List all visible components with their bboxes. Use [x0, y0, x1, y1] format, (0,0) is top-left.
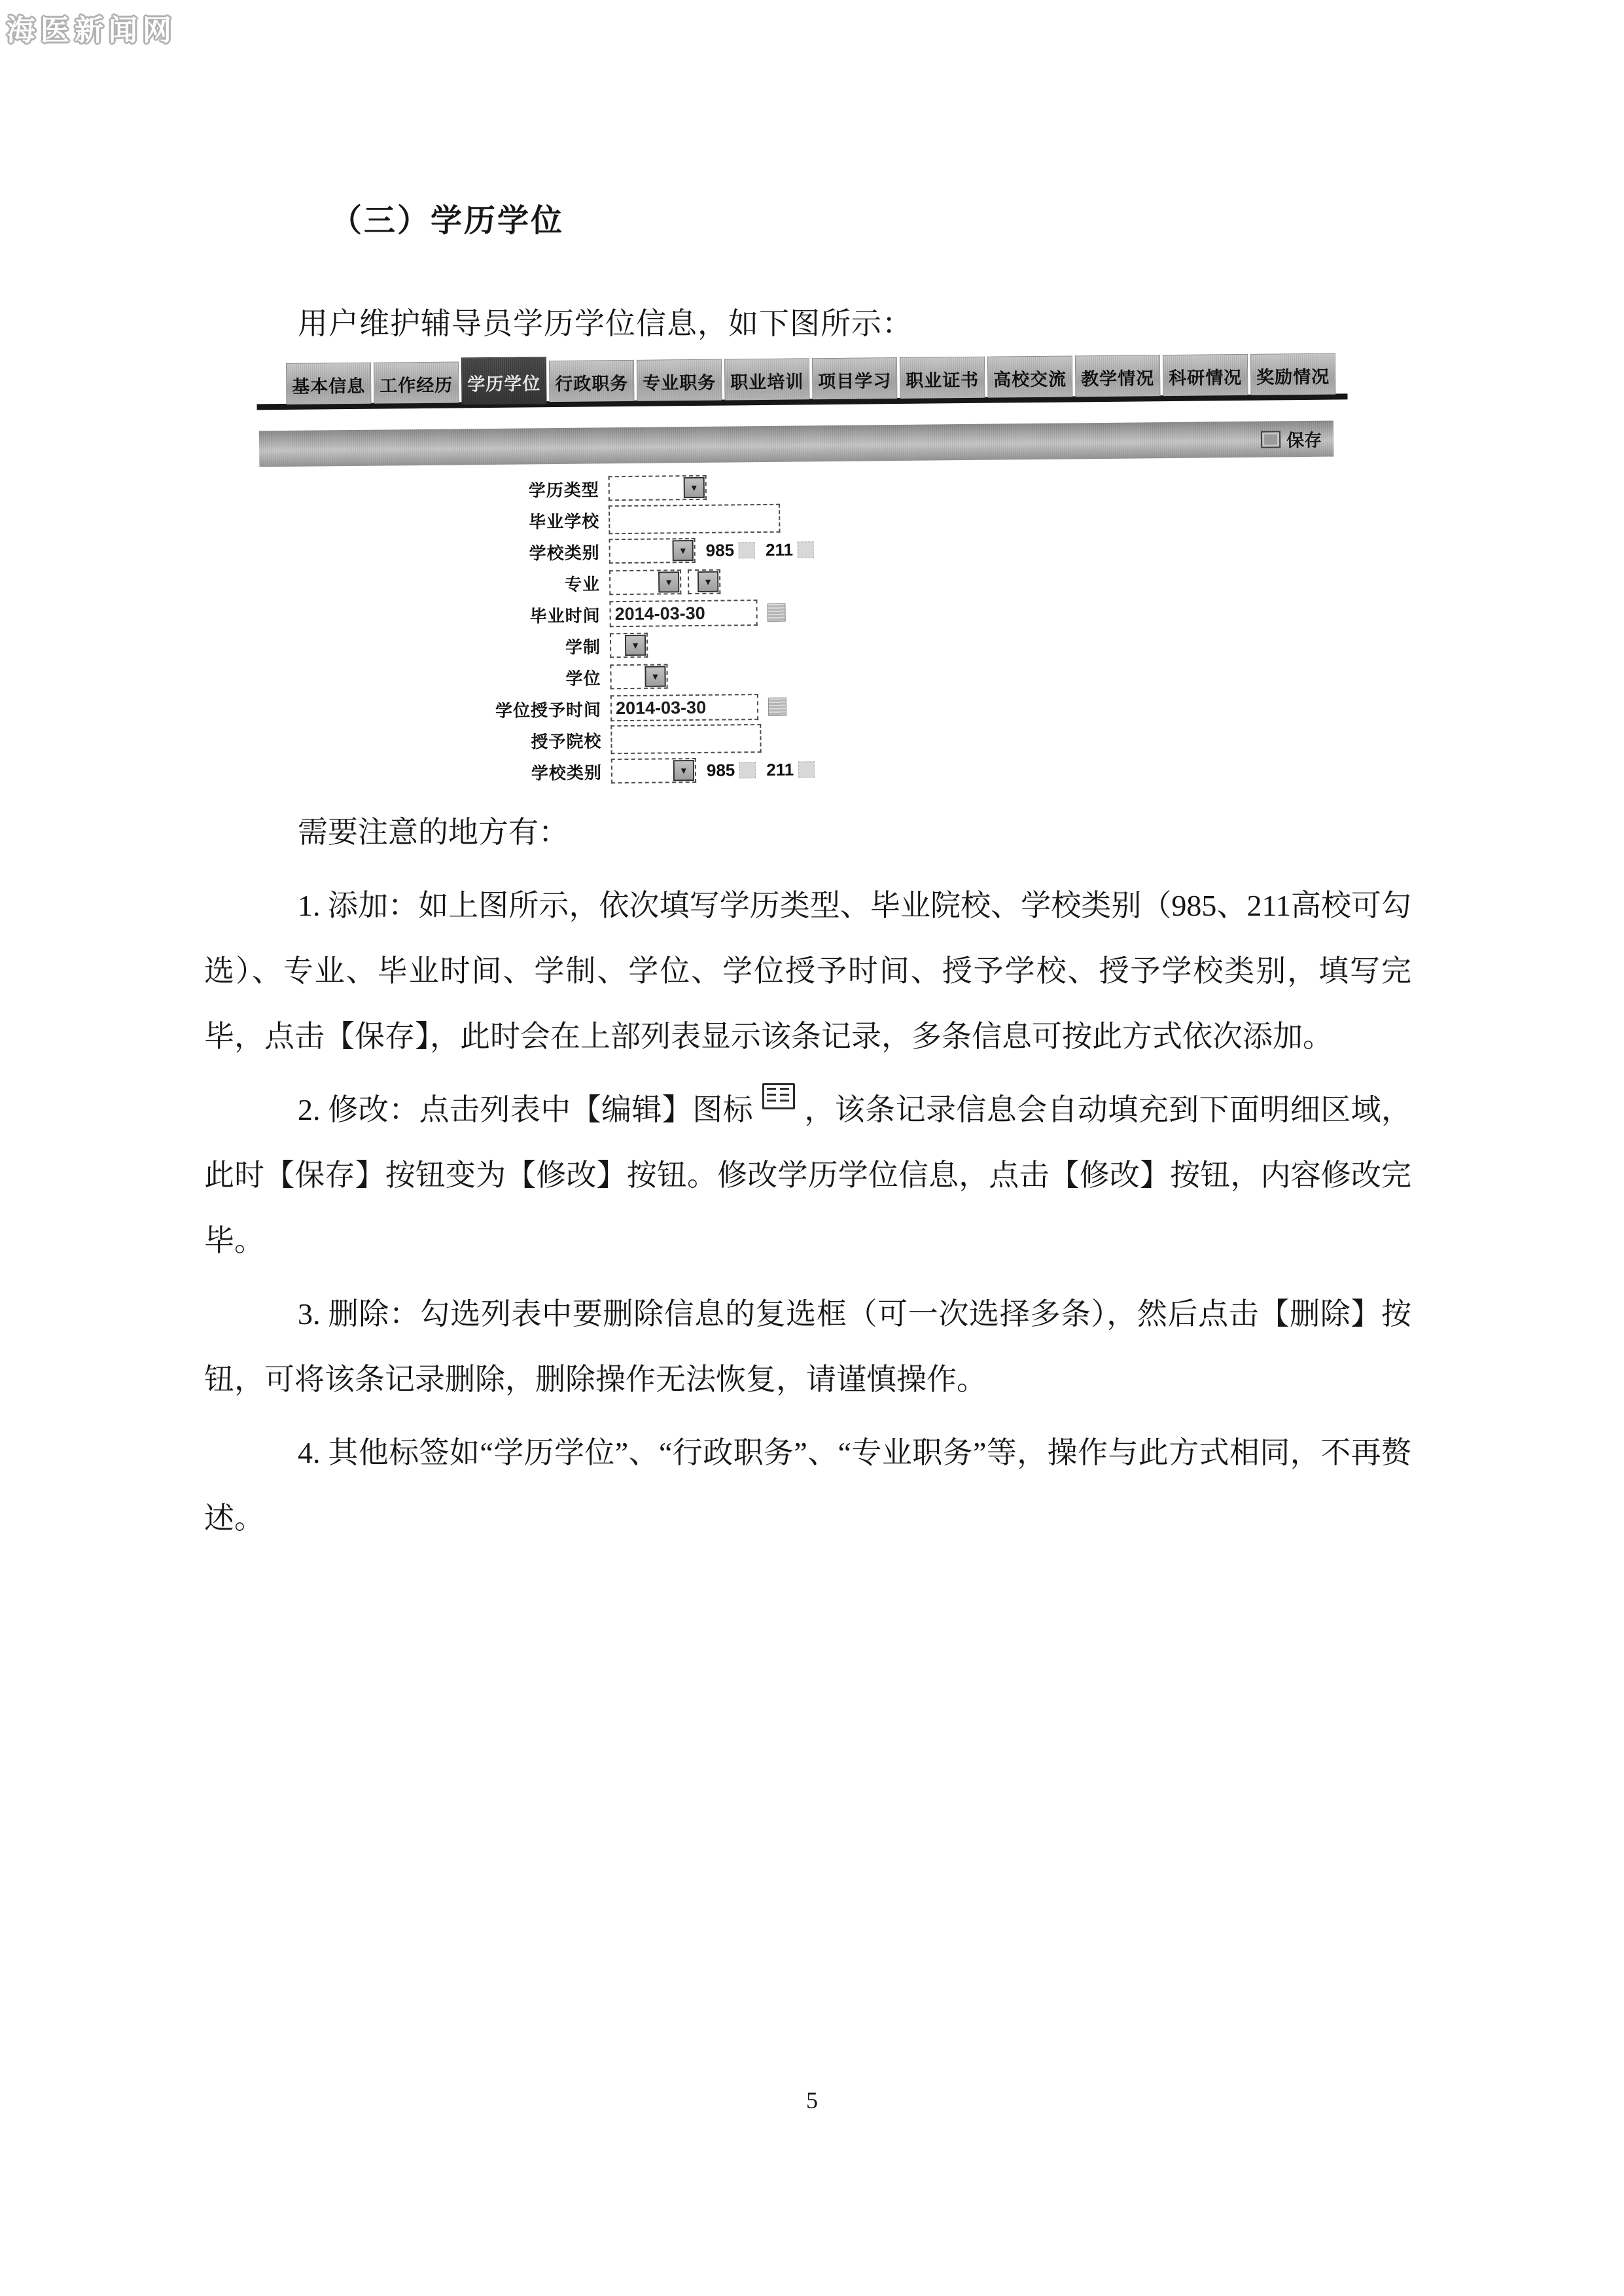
- toolbar: [259, 421, 1333, 467]
- school-category-2-select[interactable]: [611, 758, 696, 783]
- save-button-label: 保存: [1286, 430, 1322, 451]
- graduation-date-input[interactable]: [609, 600, 757, 627]
- checkbox-211[interactable]: [798, 541, 814, 558]
- tab-project-study[interactable]: 项目学习: [812, 357, 898, 399]
- school-category-2-label: 学校类别: [531, 762, 603, 783]
- graduate-school-input[interactable]: [609, 504, 780, 535]
- note-paragraph-2: [204, 1077, 1411, 1274]
- note-paragraph-2-before: 2. 修改：点击列表中【编辑】图标: [298, 1093, 753, 1126]
- dropdown-arrow-icon: ▼: [644, 666, 665, 687]
- education-type-label: 学历类型: [528, 479, 599, 500]
- dropdown-arrow-icon: ▼: [673, 540, 694, 561]
- calendar-icon[interactable]: [767, 603, 785, 622]
- note-paragraph-3: 3. 删除：勾选列表中要删除信息的复选框（可一次选择多条），然后点击【删除】按钮，可将该条记录删除，删除操作无法恢复，请谨慎操作。: [204, 1297, 1411, 1396]
- tag-211: 211: [765, 539, 794, 560]
- checkbox-985[interactable]: [739, 762, 756, 778]
- tag-985: 985: [705, 539, 735, 560]
- checkbox-985[interactable]: [739, 542, 755, 558]
- tab-education-degree[interactable]: 学历学位: [461, 357, 547, 404]
- note-paragraph-4: 4. 其他标签如“学历学位”、“行政职务”、“专业职务”等，操作与此方式相同，不再赘述。: [204, 1436, 1411, 1535]
- notes-title: 需要注意的地方有：: [298, 816, 569, 849]
- watermark: 海医新闻网: [7, 14, 177, 47]
- dropdown-arrow-icon: ▼: [697, 571, 718, 592]
- tab-vocational-certificate[interactable]: 职业证书: [900, 357, 985, 399]
- tab-vocational-training[interactable]: 职业培训: [724, 358, 810, 400]
- tab-award-situation[interactable]: 奖励情况: [1250, 353, 1336, 395]
- dropdown-arrow-icon: ▼: [684, 477, 705, 498]
- awarding-school-input[interactable]: [610, 724, 761, 754]
- major-sub-select[interactable]: [688, 569, 720, 594]
- schooling-length-select[interactable]: [610, 633, 648, 658]
- tab-university-exchange[interactable]: 高校交流: [987, 355, 1073, 397]
- save-button[interactable]: [1261, 426, 1322, 452]
- degree-award-date-label: 学位授予时间: [495, 699, 602, 721]
- tab-professional-position[interactable]: 专业职务: [637, 359, 722, 401]
- dropdown-arrow-icon: ▼: [625, 635, 646, 656]
- notes-section: [204, 800, 1411, 1559]
- section-heading: （三）学历学位: [330, 204, 565, 238]
- tag-985: 985: [706, 759, 735, 780]
- intro-paragraph: 用户维护辅导员学历学位信息，如下图所示：: [298, 307, 913, 340]
- graduate-school-label: 毕业学校: [529, 511, 600, 531]
- major-select[interactable]: [609, 569, 681, 595]
- major-label: 专业: [565, 573, 601, 594]
- tab-teaching-situation[interactable]: 教学情况: [1075, 355, 1161, 397]
- note-paragraph-2-after: ，该条记录信息会自动填充到下面明细区域，此时【保存】按钮变为【修改】按钮。修改学历学位信息，点击【修改】按钮，内容修改完毕。: [204, 1093, 1412, 1257]
- school-category-label: 学校类别: [529, 542, 600, 563]
- degree-award-date-input[interactable]: [610, 694, 758, 721]
- awarding-school-label: 授予院校: [531, 730, 602, 751]
- tab-work-experience[interactable]: 工作经历: [374, 361, 459, 403]
- school-category-select[interactable]: [609, 538, 696, 564]
- graduation-date-label: 毕业时间: [529, 605, 601, 626]
- note-paragraph-1: 1. 添加：如上图所示，依次填写学历类型、毕业院校、学校类别（985、211高校可勾选）、专业、毕业时间、学制、学位、学位授予时间、授予学校、授予学校类别，填写完毕，点击【保存】，此时会在上部列表显示该条记录，多条信息可按此方式依次添加。: [204, 889, 1411, 1053]
- dropdown-arrow-icon: ▼: [673, 760, 694, 781]
- dropdown-arrow-icon: ▼: [658, 571, 679, 592]
- checkbox-211[interactable]: [798, 761, 815, 778]
- degree-label: 学位: [565, 668, 601, 689]
- save-icon: [1261, 431, 1280, 448]
- page-number: 5: [806, 2087, 818, 2113]
- tab-research-situation[interactable]: 科研情况: [1163, 354, 1248, 396]
- app-screenshot: [256, 349, 1351, 790]
- schooling-length-label: 学制: [565, 636, 601, 657]
- tag-211: 211: [766, 759, 794, 780]
- edit-icon: [762, 1083, 795, 1109]
- degree-select[interactable]: [610, 664, 667, 689]
- tab-basic-info[interactable]: 基本信息: [286, 363, 372, 404]
- calendar-icon[interactable]: [768, 698, 786, 716]
- tab-admin-position[interactable]: 行政职务: [549, 360, 635, 402]
- education-type-select[interactable]: [609, 475, 707, 501]
- education-degree-form: [258, 465, 1352, 790]
